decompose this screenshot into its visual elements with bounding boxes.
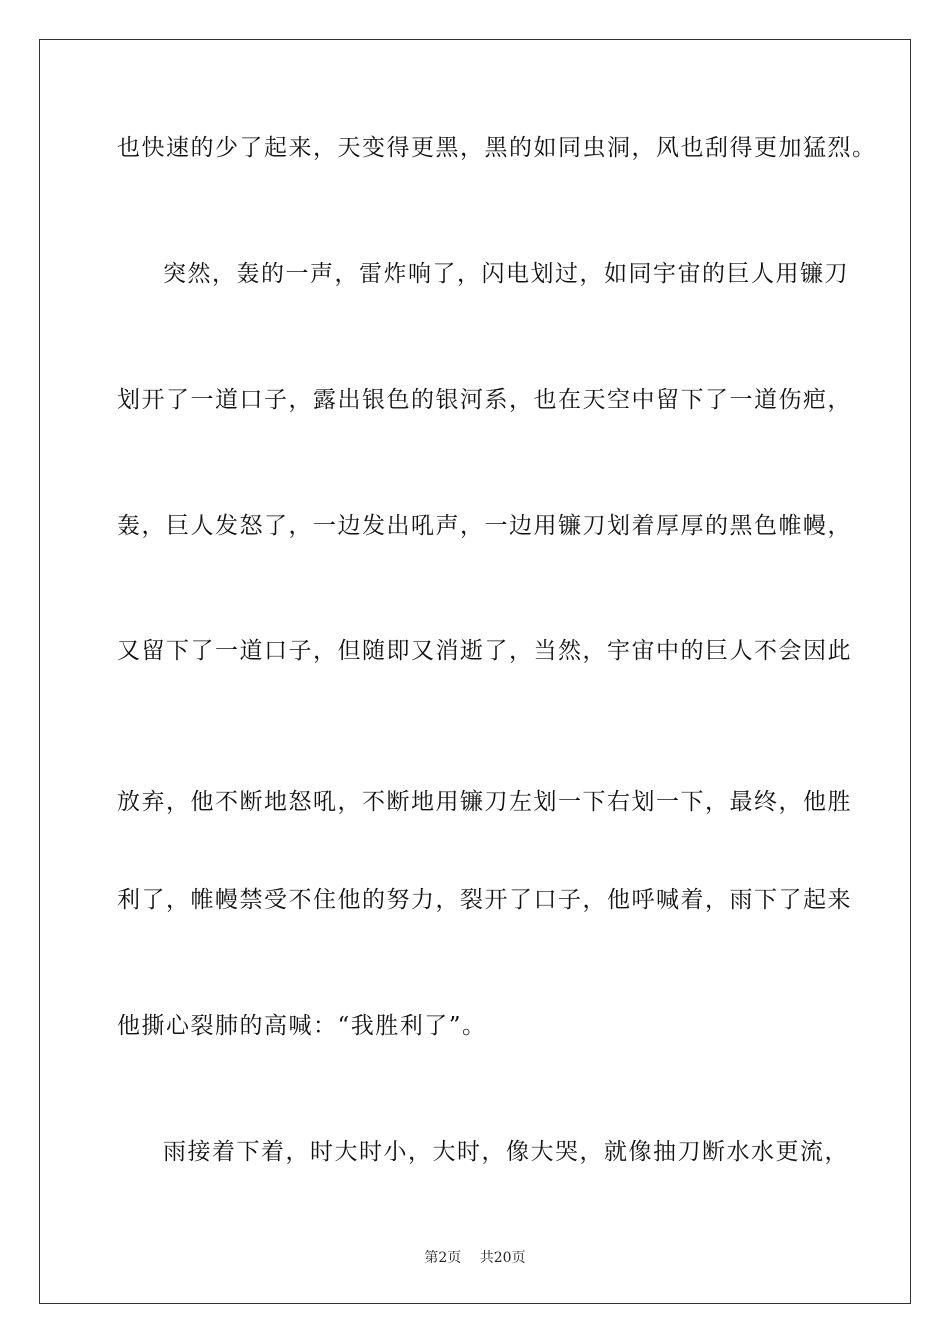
text-line: 又留下了一道口子，但随即又消逝了，当然，宇宙中的巨人不会因此 xyxy=(117,638,852,664)
text-line: 突然，轰的一声，雷炸响了，闪电划过，如同宇宙的巨人用镰刀 xyxy=(163,261,849,287)
text-line: 雨接着下着，时大时小，大时，像大哭，就像抽刀断水水更流， xyxy=(163,1139,849,1165)
text-line: 也快速的少了起来，天变得更黑，黑的如同虫洞，风也刮得更加猛烈。 xyxy=(117,135,877,161)
page-footer xyxy=(0,1247,950,1267)
text-line: 放弃，他不断地怒吼，不断地用镰刀左划一下右划一下，最终，他胜 xyxy=(117,789,852,815)
text-line: 他撕心裂肺的高喊：“我胜利了”。 xyxy=(117,1013,487,1039)
page-number: 第2页 xyxy=(424,1250,462,1266)
page-border xyxy=(39,39,911,1304)
page-total: 共20页 xyxy=(479,1250,526,1266)
text-line: 轰，巨人发怒了，一边发出吼声，一边用镰刀划着厚厚的黑色帷幔， xyxy=(117,513,852,539)
text-line: 利了，帷幔禁受不住他的努力，裂开了口子，他呼喊着，雨下了起来 xyxy=(117,887,852,913)
text-line: 划开了一道口子，露出银色的银河系，也在天空中留下了一道伤疤， xyxy=(117,387,852,413)
